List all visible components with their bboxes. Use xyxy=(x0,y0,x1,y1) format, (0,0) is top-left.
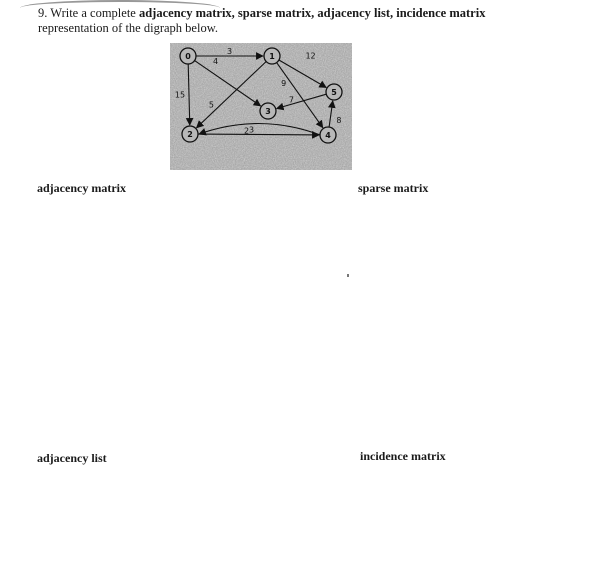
term-adjacency-list: adjacency list, xyxy=(317,6,394,20)
term-incidence-matrix: incidence matrix xyxy=(396,6,486,20)
edge-weight-0-2: 15 xyxy=(174,90,186,100)
term-sparse-matrix: sparse matrix, xyxy=(237,6,315,20)
edge-weight-5-3: 7 xyxy=(288,95,295,105)
scan-speck xyxy=(347,274,349,277)
question-suffix: representation of the digraph below. xyxy=(38,21,219,35)
question-number: 9. xyxy=(38,6,48,20)
edge-weight-1-2: 5 xyxy=(208,100,214,110)
adjacency-list-label: adjacency list xyxy=(37,451,107,465)
edge-weight-1-4: 9 xyxy=(281,79,287,89)
edge-weight-0-3: 4 xyxy=(213,57,219,67)
question-prefix: Write a complete xyxy=(50,6,136,20)
node-label-2: 2 xyxy=(187,130,193,139)
edge-weight-0-1: 3 xyxy=(226,47,233,56)
incidence-matrix-label: incidence matrix xyxy=(360,449,446,463)
sparse-matrix-label: sparse matrix xyxy=(358,181,429,195)
node-label-5: 5 xyxy=(331,88,337,97)
edge-weight-4-2: 3 xyxy=(249,125,255,135)
adjacency-matrix-label: adjacency matrix xyxy=(37,181,126,195)
edge-weight-2-4: 2 xyxy=(243,126,250,136)
node-label-0: 0 xyxy=(185,52,191,61)
node-label-1: 1 xyxy=(269,52,275,61)
node-label-4: 4 xyxy=(325,131,331,140)
edge-weight-4-5: 8 xyxy=(336,115,342,125)
term-adjacency-matrix: adjacency matrix, xyxy=(138,6,235,20)
question-text xyxy=(38,6,578,36)
edge-weight-1-5: 12 xyxy=(305,51,316,61)
digraph-svg xyxy=(170,43,352,170)
digraph-figure xyxy=(170,43,352,170)
node-label-3: 3 xyxy=(265,107,271,116)
